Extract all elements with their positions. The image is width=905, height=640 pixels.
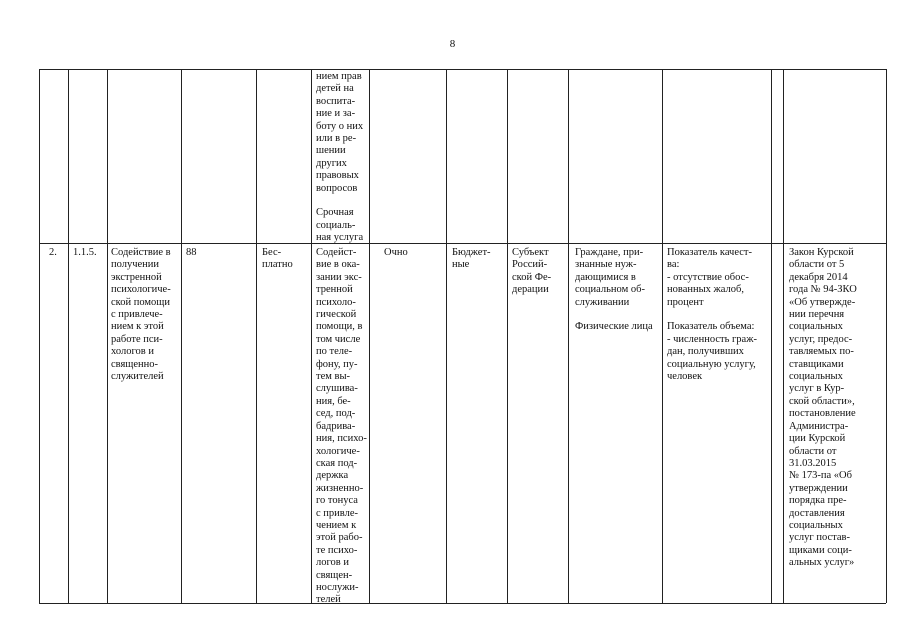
payment-cell: Бес- платно [262,247,293,271]
column-border [311,69,312,603]
column-border [783,69,784,603]
column-border [256,69,257,603]
service-description-cell: Содейст- вие в ока- зании экс- тренной психоло- гической помощи, в том числе по теле- фону, пу- тем вы- слушива- ния, бе- сед, под- бадрива- ния, психо- хологиче- ская под- держка жизненно- го тонуса с привле- чением к этой рабо- те психо- логов и священ- нослужи- телей [316,247,367,606]
column-border [507,69,508,603]
table-bottom-border [39,603,886,604]
funding-cell: Бюджет- ные [452,247,491,271]
service-name-cell: Содействие в получении экстренной психологиче- ской помощи с привлече- нием к этой работе пси- хологов и священно- служителей [111,247,171,383]
legal-basis-cell: Закон Курской области от 5 декабря 2014 года № 94-ЗКО «Об утвержде- нии перечня социальных услуг, предос- тавляемых по- ставщиками социальных услуг в Кур- ской области», постановление Администра- ции Курской области от 31.03.2015 № 173-па «Об утверждении порядка пре- доставления социальных услуг постав- щиками соци- альных услуг» [789,247,857,569]
recipients-cell: Граждане, при- знанные нуж- дающимися в социальном об- служивании Физические лица [575,247,653,333]
column-border [39,69,40,603]
provider-cell: Субъект Россий- ской Фе- дерации [512,247,552,296]
column-border [107,69,108,603]
column-border [181,69,182,603]
column-border [68,69,69,603]
table-top-border [39,69,886,70]
continued-description-cell: нием прав детей на воспита- ние и за- боту о них или в ре- шении других правовых вопросов Срочная социаль- ная услуга [316,71,364,244]
row-number-cell: 2. [49,247,57,258]
page-number: 8 [449,38,456,50]
column-border [568,69,569,603]
value-cell: 88 [186,247,197,258]
service-code-cell: 1.1.5. [73,247,97,258]
column-border [771,69,772,603]
indicators-cell: Показатель качест- ва: - отсутствие обос- нованных жалоб, процент Показатель объема: - численность граж- дан, получивших социальную услугу, человек [667,247,757,383]
row-separator [39,243,886,244]
column-border [369,69,370,603]
column-border [446,69,447,603]
column-border [662,69,663,603]
service-form-cell: Очно [384,247,408,258]
column-border [886,69,887,603]
